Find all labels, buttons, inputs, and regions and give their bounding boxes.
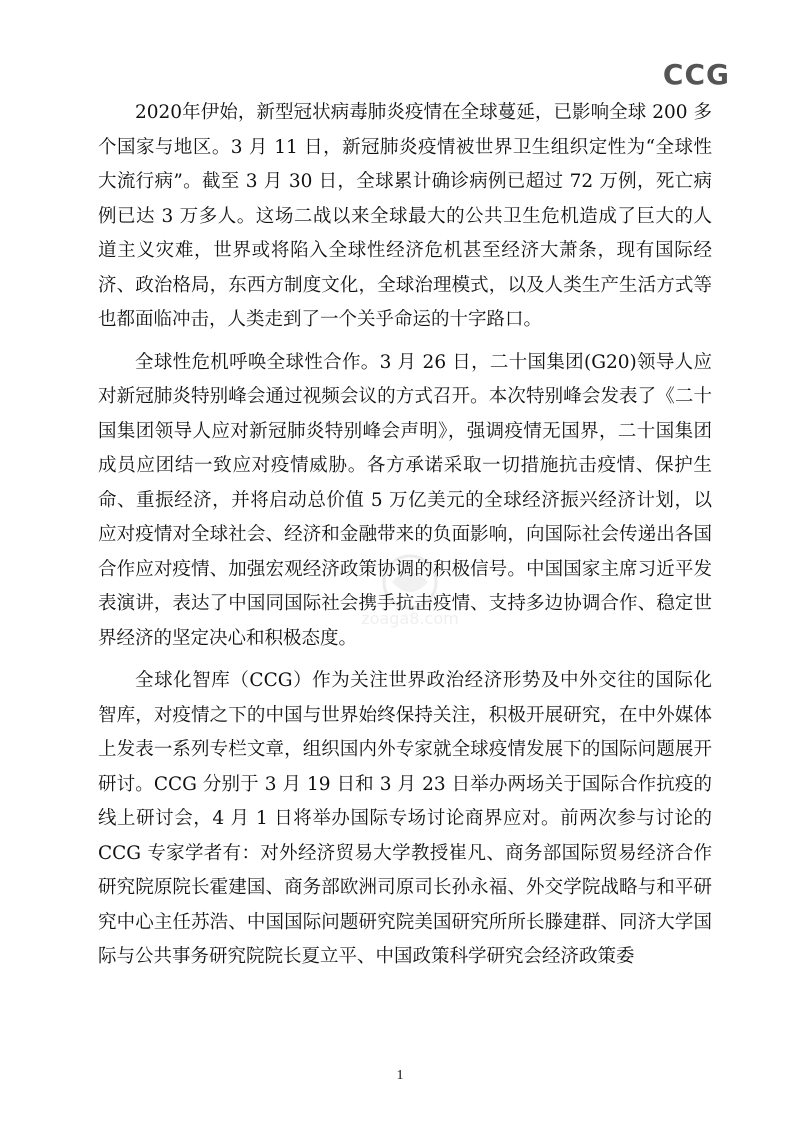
article-body — [98, 96, 712, 983]
paragraph-2: 全球性危机呼唤全球性合作。3 月 26 日，二十国集团(G20)领导人应对新冠肺炎特别峰会通过视频会议的方式召开。本次特别峰会发表了《二十国集团领导人应对新冠肺炎特别峰会声明》，强调疫情无国界，二十国集团成员应团结一致应对疫情威胁。各方承诺采取一切措施抗击疫情、保护生命、重振经济，并将启动总价值 5 万亿美元的全球经济振兴经济计划，以应对疫情对全球社会、经济和金融带来的负面影响，向国际社会传递出各国合作应对疫情、加强宏观经济政策协调的积极信号。中国国家主席习近平发表演讲，表达了中国同国际社会携手抗击疫情、支持多边协调合作、稳定世界经济的坚定决心和积极态度。 — [98, 351, 712, 649]
paragraph-1: 2020年伊始，新型冠状病毒肺炎疫情在全球蔓延，已影响全球 200 多个国家与地区。3 月 11 日，新冠肺炎疫情被世界卫生组织定性为“全球性大流行病”。截至 3 月 30 日，全球累计确诊病例已超过 72 万例，死亡病例已达 3 万多人。这场二战以来全球最大的公共卫生危机造成了巨大的人道主义灾难，世界或将陷入全球性经济危机甚至经济大萧条，现有国际经济、政治格局，东西方制度文化，全球治理模式，以及人类生产生活方式等也都面临冲击，人类走到了一个关乎命运的十字路口。 — [98, 102, 712, 330]
ccg-logo: CCG — [662, 58, 730, 91]
paragraph-3: 全球化智库（CCG）作为关注世界政治经济形势及中外交往的国际化智库，对疫情之下的中国与世界始终保持关注，积极开展研究，在中外媒体上发表一系列专栏文章，组织国内外专家就全球疫情发展下的国际问题展开研讨。CCG 分别于 3 月 19 日和 3 月 23 日举办两场关于国际合作抗疫的线上研讨会，4 月 1 日将举办国际专场讨论商界应对。前两次参与讨论的 CCG 专家学者有：对外经济贸易大学教授崔凡、商务部国际贸易经济合作研究院原院长霍建国、商务部欧洲司原司长孙永福、外交学院战略与和平研究中心主任苏浩、中国国际问题研究院美国研究所所长滕建群、同济大学国际与公共事务研究院院长夏立平、中国政策科学研究会经济政策委 — [98, 670, 712, 967]
watermark-text: zoaga8.com — [361, 609, 459, 628]
page-number: 1 — [396, 1068, 404, 1083]
